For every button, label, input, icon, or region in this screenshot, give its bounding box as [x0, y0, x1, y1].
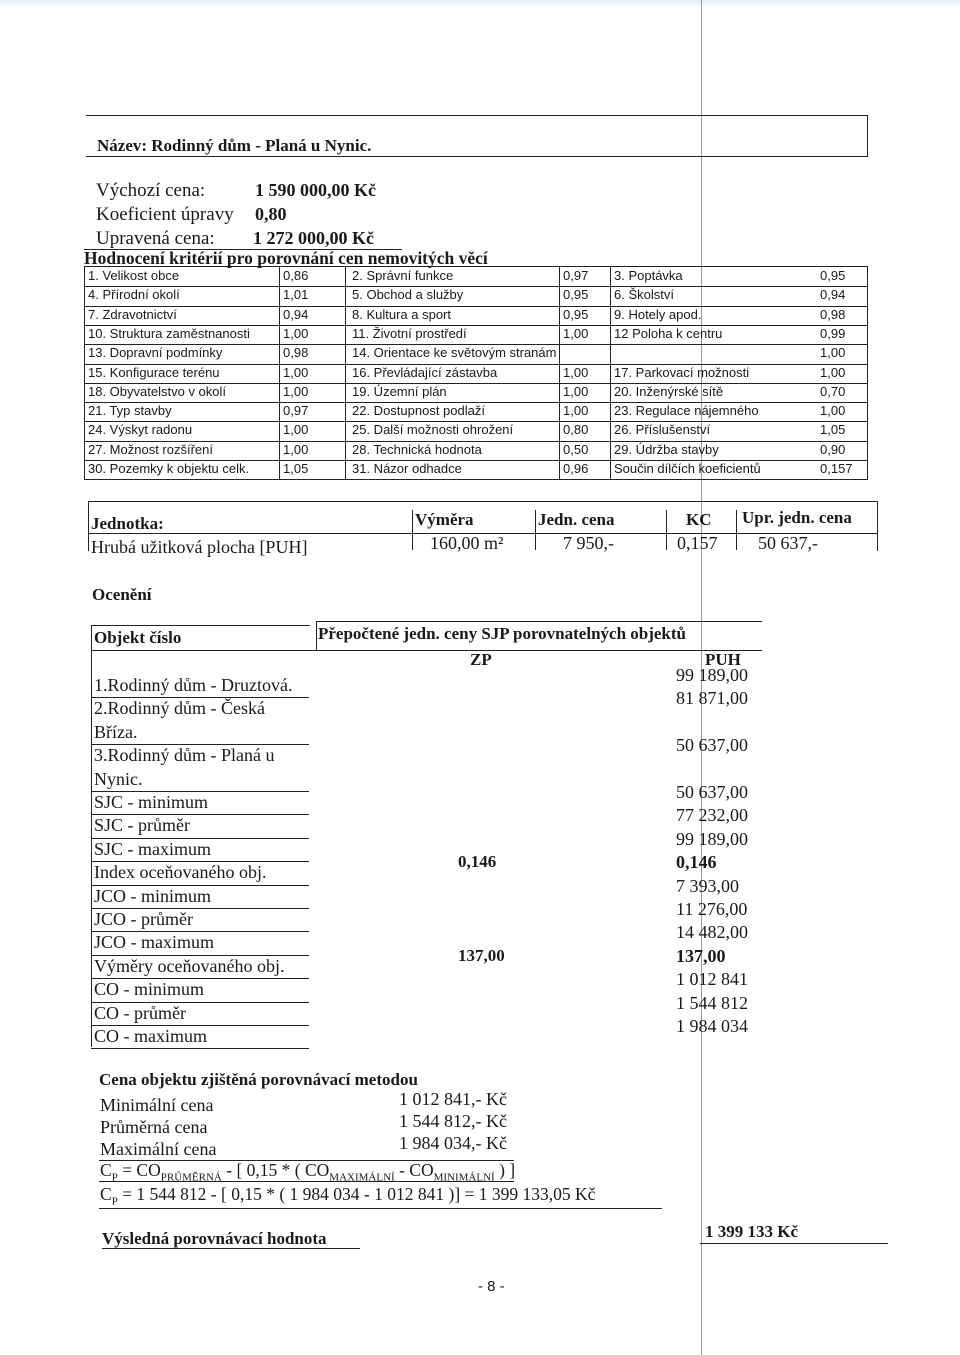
comp-row-label: JCO - průměr [94, 909, 193, 929]
result-underline [102, 1248, 360, 1249]
valuation-heading: Ocenění [92, 585, 152, 604]
criteria-value: 0,94 [283, 306, 309, 322]
comp-row-puh: 14 482,00 [676, 922, 748, 943]
page-title: Název: Rodinný dům - Planá u Nynic. [97, 136, 372, 155]
criteria-label: 29. Údržba stavby [614, 441, 719, 457]
criteria-value: 0,94 [820, 287, 846, 303]
criteria-value: 1,00 [283, 364, 309, 380]
criteria-row-rule [84, 479, 868, 480]
comp-table-left-border [91, 625, 92, 1047]
comp-row-label: 1.Rodinný dům - Druztová. [94, 675, 293, 695]
price-label: Výchozí cena: [96, 180, 206, 201]
comp-col-zp: ZP [470, 650, 492, 669]
comp-row-label: SJC - minimum [94, 792, 209, 812]
comp-col-puh: PUH [705, 650, 741, 669]
unit-area: 160,00 m² [430, 533, 504, 553]
comp-header-prices: Přepočtené jedn. ceny SJP porovnatelných objektů [318, 624, 687, 643]
unit-table-vline [666, 510, 667, 550]
unit-adj-price: 50 637,- [758, 533, 818, 553]
comp-row-label: JCO - maximum [94, 932, 214, 953]
criteria-label: 25. Další možnosti ohrožení [352, 422, 514, 438]
result-rule [700, 1243, 888, 1244]
criteria-value: 0,95 [563, 306, 589, 322]
comp-row-puh: 77 232,00 [676, 805, 748, 826]
criteria-vline [279, 266, 280, 480]
area-header: Výměra [415, 510, 474, 529]
criteria-value: 1,05 [283, 461, 309, 476]
criteria-value: 0,97 [563, 268, 589, 283]
criteria-value: 0,97 [283, 403, 309, 419]
comp-row-zp: 0,146 [458, 852, 497, 872]
comp-row-rule [91, 1048, 309, 1049]
criteria-vline [559, 266, 560, 480]
criteria-value: 0,80 [563, 422, 589, 438]
criteria-value: 0,50 [563, 441, 589, 457]
criteria-label: 22. Dostupnost podlaží [352, 403, 485, 419]
criteria-label: 17. Parkovací možnosti [614, 364, 750, 380]
criteria-vline [867, 266, 868, 480]
kc-header: KC [686, 510, 712, 529]
method-heading: Cena objektu zjištěná porovnávací metodou [99, 1070, 418, 1089]
comp-row-label: Výměry oceňovaného obj. [94, 955, 285, 976]
comp-row-label: SJC - průměr [94, 815, 190, 836]
criteria-value: 1,00 [563, 364, 589, 380]
comp-row-puh: 1 544 812 [676, 992, 748, 1013]
criteria-label: 26. Příslušenství [614, 422, 711, 438]
criteria-row-rule [84, 286, 868, 287]
criteria-heading: Hodnocení kritérií pro porovnání cen nemovitých věcí [84, 248, 488, 268]
price-header: Jedn. cena [538, 510, 615, 529]
comp-row-puh: 99 189,00 [676, 828, 748, 849]
criteria-value: 1,05 [820, 422, 846, 438]
criteria-label: 1. Velikost obce [88, 268, 180, 283]
criteria-label: 16. Převládající zástavba [352, 364, 498, 380]
comp-row-puh: 0,146 [676, 852, 717, 873]
comp-row-puh: 1 984 034 [676, 1016, 748, 1036]
criteria-label: 6. Školství [614, 287, 674, 303]
criteria-value: 1,00 [283, 441, 309, 457]
criteria-value: 1,00 [283, 325, 309, 341]
comp-row-puh: 7 393,00 [676, 875, 739, 896]
criteria-label: 24. Výskyt radonu [88, 422, 193, 438]
criteria-label: 12 Poloha k centru [614, 325, 723, 341]
criteria-label: 8. Kultura a sport [352, 306, 451, 322]
criteria-label: 18. Obyvatelstvo v okolí [88, 383, 227, 399]
criteria-value: 1,00 [820, 345, 846, 361]
criteria-value: 0,95 [820, 268, 846, 283]
criteria-label: 28. Technická hodnota [352, 441, 482, 457]
criteria-value: 1,00 [820, 364, 846, 380]
criteria-label: 27. Možnost rozšíření [88, 441, 213, 457]
criteria-value: 0,157 [820, 461, 853, 476]
criteria-label: 21. Typ stavby [88, 403, 172, 419]
method-label: Průměrná cena [100, 1117, 208, 1137]
criteria-value: 1,00 [563, 403, 589, 419]
comp-row-zp: 137,00 [458, 945, 505, 965]
comp-row-label: CO - průměr [94, 1002, 186, 1023]
criteria-value: 0,98 [283, 345, 309, 361]
unit-price: 7 950,- [563, 533, 614, 553]
criteria-value: 1,00 [283, 422, 309, 438]
criteria-vline [84, 266, 85, 480]
unit-table-vline [88, 501, 89, 551]
criteria-label: 5. Obchod a služby [352, 287, 464, 303]
unit-kc: 0,157 [677, 533, 718, 553]
page-number: - 8 - [478, 1278, 505, 1295]
comp-row-puh: 11 276,00 [676, 899, 748, 919]
criteria-label: 15. Konfigurace terénu [88, 364, 220, 380]
unit-table-vline [412, 510, 413, 550]
comp-row-label: CO - maximum [94, 1026, 207, 1046]
criteria-top-rule [84, 266, 868, 267]
result-label: Výsledná porovnávací hodnota [102, 1229, 327, 1248]
criteria-label: 19. Územní plán [352, 383, 447, 399]
comp-row-puh: 137,00 [676, 945, 726, 966]
unit-table-top-rule [88, 501, 878, 502]
comp-row-label: 3.Rodinný dům - Planá u [94, 745, 275, 766]
comp-row-puh: 1 012 841 [676, 969, 748, 990]
method-value: 1 544 812,- Kč [399, 1111, 507, 1131]
criteria-value: 0,90 [820, 441, 846, 457]
criteria-vline [610, 266, 611, 480]
price-value: 1 590 000,00 Kč [255, 180, 376, 200]
comp-row-label: JCO - minimum [94, 885, 212, 906]
criteria-label: 4. Přírodní okolí [88, 287, 180, 303]
price-value: 0,80 [255, 204, 287, 224]
comp-table-top-rule [316, 621, 762, 622]
formula-2: $C_P = 1$ 544 812 - [ 0,15 * ( 1 984 034 - 1 012 841 )] = 1 399 133,05 Kč [100, 1184, 596, 1208]
comp-row-label: Index oceňovaného obj. [94, 862, 267, 883]
formula-rule [99, 1181, 514, 1182]
criteria-value: 1,00 [820, 403, 846, 419]
formula-rule [99, 1208, 662, 1209]
formula-1: $C_P = CO_{PRŮMĚRNÁ}$ - [ 0,15 * ( $CO_{MAXIMÁLNÍ} - CO_{MINIMÁLNÍ}$ ) ] [100, 1160, 516, 1184]
unit-table-vline [736, 510, 737, 550]
comp-row-label: CO - minimum [94, 979, 205, 1000]
unit-header: Jednotka: [91, 514, 164, 533]
result-value: 1 399 133 Kč [705, 1222, 799, 1241]
criteria-label: 23. Regulace nájemného [614, 403, 759, 419]
price-label: Koeficient úpravy [96, 204, 234, 225]
comp-table-divider [316, 621, 317, 650]
criteria-label: 9. Hotely apod. [614, 306, 702, 322]
method-value: 1 984 034,- Kč [399, 1133, 507, 1153]
criteria-value: 0,98 [820, 306, 846, 322]
criteria-value: 1,01 [283, 287, 309, 303]
criteria-value: 0,86 [283, 268, 309, 283]
criteria-row-rule [84, 306, 868, 307]
criteria-value: 0,70 [820, 383, 846, 399]
criteria-label: 11. Životní prostředí [352, 325, 467, 341]
criteria-value: 0,99 [820, 325, 846, 341]
comp-table-top-rule [91, 625, 310, 626]
comp-row-label: SJC - maximum [94, 838, 212, 859]
comp-row-label: 2.Rodinný dům - Česká [94, 698, 265, 719]
criteria-label: 10. Struktura zaměstnanosti [88, 325, 250, 341]
criteria-value: 0,96 [563, 461, 589, 476]
comp-row-puh: 81 871,00 [676, 688, 748, 709]
criteria-label: 3. Poptávka [614, 268, 683, 283]
criteria-vline [345, 266, 346, 480]
comp-row-label: Nynic. [94, 768, 143, 789]
adj-price-header: Upr. jedn. cena [742, 508, 852, 527]
scan-strip [0, 0, 960, 8]
criteria-label: 2. Správní funkce [352, 268, 454, 283]
comp-row-puh: 50 637,00 [676, 782, 748, 802]
method-value: 1 012 841,- Kč [399, 1089, 507, 1109]
unit-table-vline [877, 501, 878, 551]
criteria-value: 1,00 [563, 325, 589, 341]
criteria-value: 0,95 [563, 287, 589, 303]
price-label: Upravená cena: [96, 228, 215, 249]
comp-header-object: Objekt číslo [94, 628, 182, 647]
method-label: Maximální cena [100, 1139, 217, 1159]
unit-table-vline [535, 510, 536, 550]
comp-row-puh: 99 189,00 [676, 665, 748, 685]
criteria-label: 30. Pozemky k objektu celk. [88, 461, 250, 476]
criteria-label: 31. Názor odhadce [352, 461, 462, 476]
criteria-label: 14. Orientace ke světovým stranám [352, 345, 557, 361]
criteria-value: 1,00 [283, 383, 309, 399]
comp-row-label: Bříza. [94, 721, 138, 742]
price-value: 1 272 000,00 Kč [253, 228, 374, 248]
comp-row-puh: 50 637,00 [676, 735, 748, 756]
comp-table-header-rule [91, 650, 762, 651]
method-label: Minimální cena [100, 1095, 214, 1115]
criteria-label: Součin dílčích koeficientů [614, 461, 761, 476]
criteria-label: 20. Inženýrské sítě [614, 383, 724, 399]
criteria-label: 13. Dopravní podmínky [88, 345, 223, 361]
criteria-label: 7. Zdravotnictví [88, 306, 177, 322]
unit-name: Hrubá užitková plocha [PUH] [91, 537, 308, 557]
criteria-value: 1,00 [563, 383, 589, 399]
